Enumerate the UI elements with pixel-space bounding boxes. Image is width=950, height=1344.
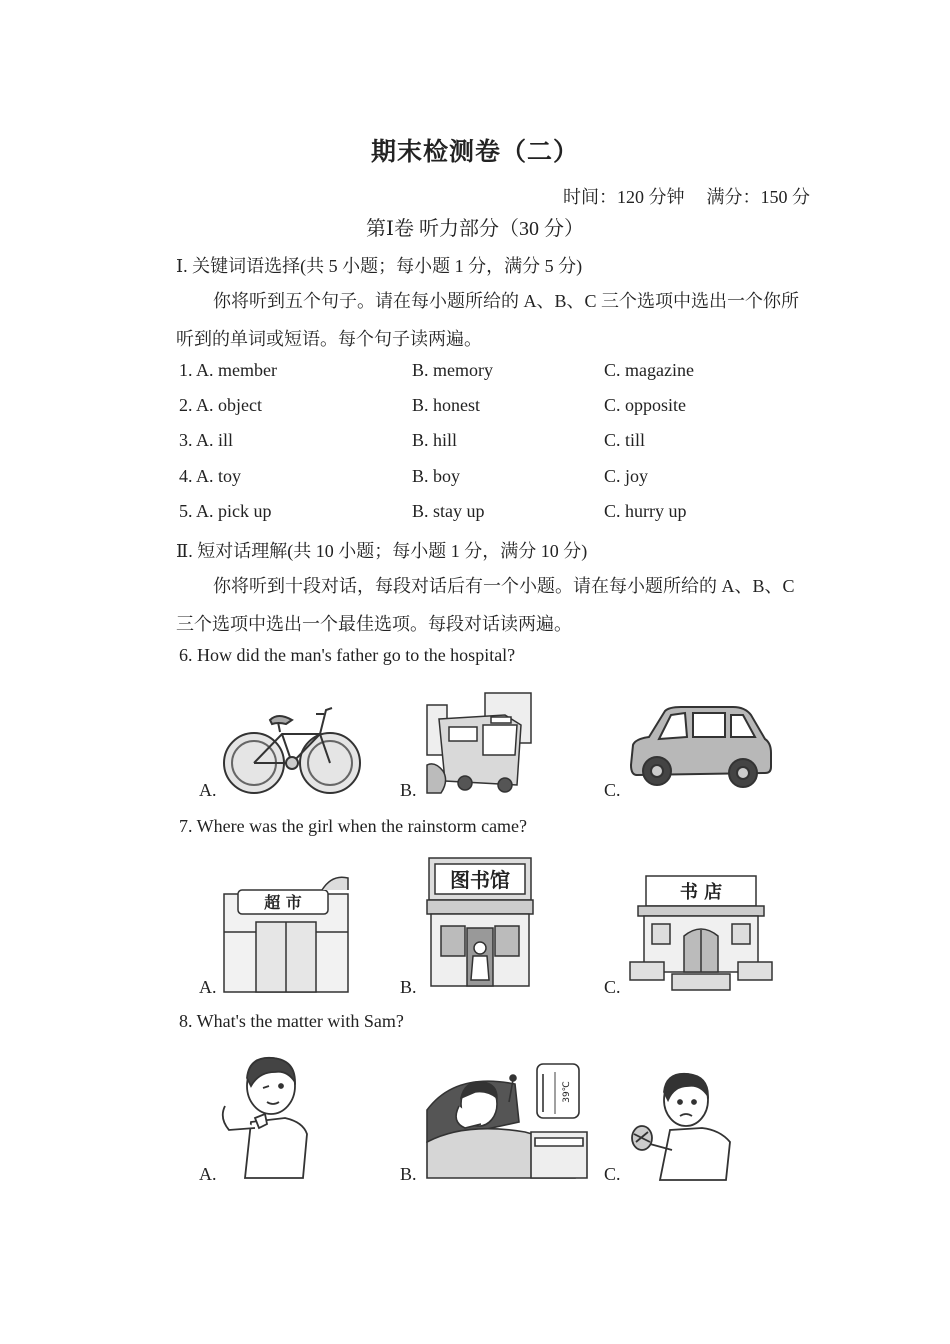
- boy-fever-image: [425, 1062, 590, 1180]
- section1-instruction-2: 听到的单词或短语。每个句子读两遍。: [176, 329, 482, 349]
- q2-option-b: B. honest: [412, 395, 481, 415]
- q5-option-a: 5. A. pick up: [179, 501, 272, 521]
- q8-text: 8. What's the matter with Sam?: [179, 1011, 404, 1031]
- q1-option-c: C. magazine: [604, 360, 694, 380]
- section2-heading: Ⅱ. 短对话理解(共 10 小题；每小题 1 分，满分 10 分): [176, 541, 588, 561]
- q3-option-b: B. hill: [412, 430, 458, 450]
- q7-label-c: C.: [604, 977, 621, 997]
- q2-option-c: C. opposite: [604, 395, 687, 415]
- car-image: [625, 705, 775, 793]
- q2-option-a: 2. A. object: [179, 395, 262, 415]
- q7-label-a: A.: [199, 977, 217, 997]
- supermarket-sign: 超 市: [264, 893, 302, 912]
- q4-option-c: C. joy: [604, 466, 649, 486]
- q6-text: 6. How did the man's father go to the hospital?: [179, 645, 516, 665]
- thermometer-reading: 39℃: [562, 1081, 572, 1103]
- q5-option-b: B. stay up: [412, 501, 485, 521]
- q6-label-c: C.: [604, 780, 621, 800]
- q5-option-c: C. hurry up: [604, 501, 687, 521]
- boy-hurt-hand-image: [630, 1070, 735, 1182]
- exam-meta: [563, 183, 810, 209]
- library-sign: 图书馆: [450, 868, 510, 892]
- full-score: 满分：150 分: [706, 187, 810, 207]
- supermarket-image: [222, 872, 350, 994]
- q7-label-b: B.: [400, 977, 417, 997]
- section1-heading: Ⅰ. 关键词语选择(共 5 小题；每小题 1 分，满分 5 分): [176, 256, 583, 276]
- part-heading: 第Ⅰ卷 听力部分（30 分）: [366, 218, 584, 240]
- q8-label-c: C.: [604, 1164, 621, 1184]
- bookstore-image: [628, 870, 773, 992]
- bus-image: [425, 685, 533, 795]
- section1-instruction-1: 你将听到五个句子。请在每小题所给的 A、B、C 三个选项中选出一个你所: [213, 291, 800, 311]
- q3-option-c: C. till: [604, 430, 646, 450]
- section2-instruction-2: 三个选项中选出一个最佳选项。每段对话读两遍。: [176, 614, 572, 634]
- bicycle-image: [220, 700, 365, 798]
- boy-sore-throat-image: [215, 1052, 310, 1180]
- q8-label-a: A.: [199, 1164, 217, 1184]
- library-image: [425, 856, 535, 988]
- bookstore-sign: 书 店: [679, 882, 723, 903]
- q7-text: 7. Where was the girl when the rainstorm came?: [179, 816, 528, 836]
- page-title: 期末检测卷（二）: [370, 137, 579, 166]
- q1-option-a: 1. A. member: [179, 360, 277, 380]
- time-limit: 时间：120 分钟: [563, 187, 685, 207]
- q3-option-a: 3. A. ill: [179, 430, 234, 450]
- q6-label-b: B.: [400, 780, 417, 800]
- q6-label-a: A.: [199, 780, 217, 800]
- q4-option-a: 4. A. toy: [179, 466, 242, 486]
- q8-label-b: B.: [400, 1164, 417, 1184]
- q4-option-b: B. boy: [412, 466, 461, 486]
- q1-option-b: B. memory: [412, 360, 493, 380]
- section2-instruction-1: 你将听到十段对话，每段对话后有一个小题。请在每小题所给的 A、B、C: [213, 576, 795, 596]
